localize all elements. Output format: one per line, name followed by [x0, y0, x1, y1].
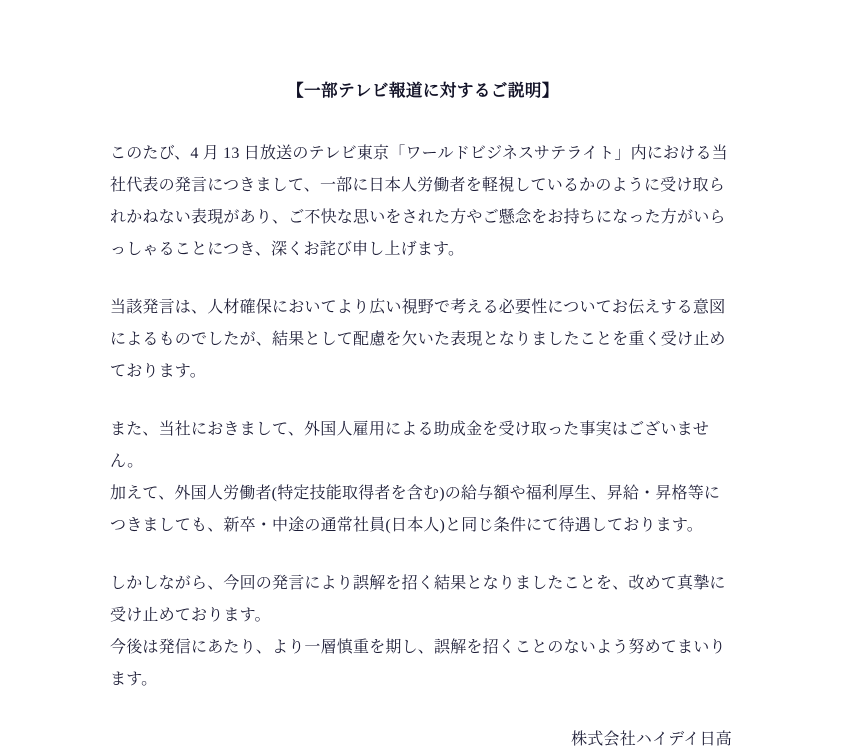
paragraph-facts-line-1: また、当社におきまして、外国人雇用による助成金を受け取った事実はございません。	[110, 421, 710, 471]
paragraph-facts-line-2: 加えて、外国人労働者(特定技能取得者を含む)の給与額や福利厚生、昇給・昇格等につきましても、新卒・中途の通常社員(日本人)と同じ条件にて待遇しております。	[110, 485, 721, 535]
paragraph-facts	[110, 414, 736, 542]
paragraph-closing-line-1: しかしながら、今回の発言により誤解を招く結果となりましたことを、改めて真摯に受け止めております。	[110, 575, 726, 625]
company-signature: 株式会社ハイデイ日高	[571, 731, 732, 749]
paragraph-apology: このたび、4 月 13 日放送のテレビ東京「ワールドビジネスサテライト」内における当社代表の発言につきまして、一部に日本人労働者を軽視しているかのように受け取られかねない表現があり、ご不快な思いをされた方やご懸念をお持ちになった方がいらっしゃることにつき、深くお詫び申し上げます。	[110, 145, 728, 259]
paragraph-closing	[110, 568, 736, 696]
paragraph-intent: 当該発言は、人材確保においてより広い視野で考える必要性についてお伝えする意図によるものでしたが、結果として配慮を欠いた表現となりましたことを重く受け止めております。	[110, 299, 726, 381]
page-title: 【一部テレビ報道に対するご説明】	[287, 81, 559, 100]
paragraph-closing-line-2: 今後は発信にあたり、より一層慎重を期し、誤解を招くことのないよう努めてまいります。	[110, 639, 726, 689]
